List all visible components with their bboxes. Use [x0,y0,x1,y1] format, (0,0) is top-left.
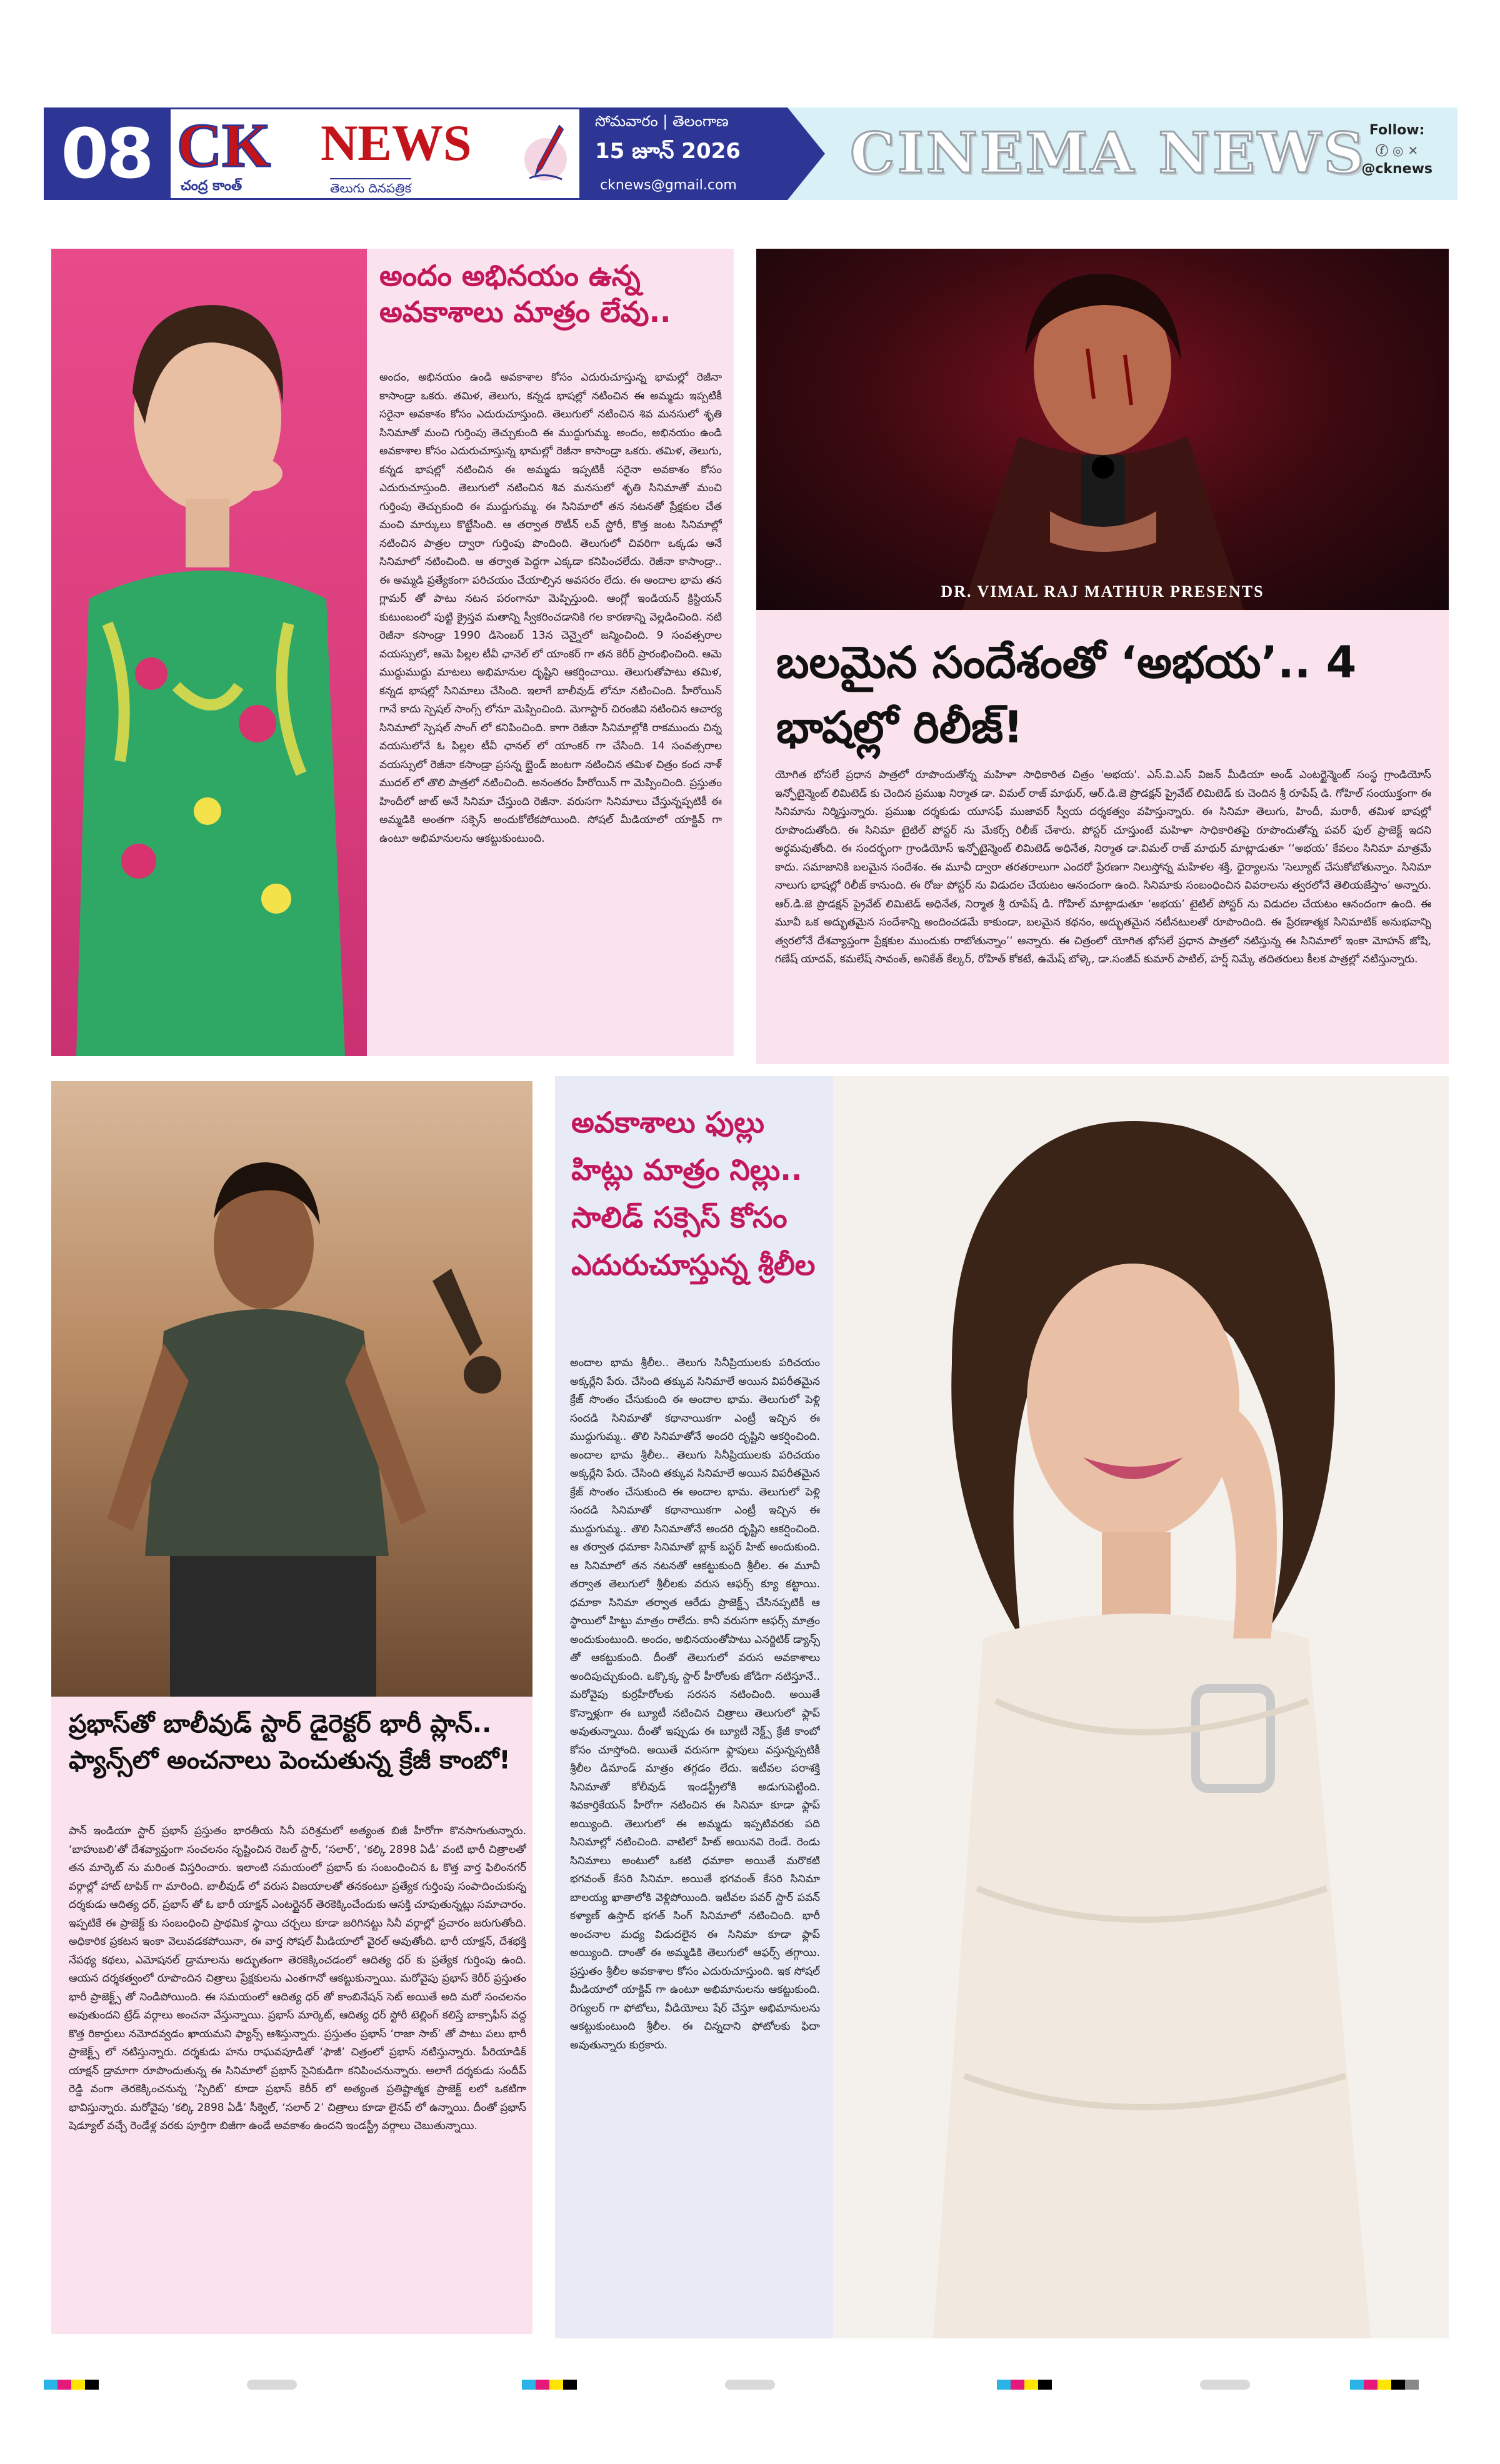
sreeleela-headline: అవకాశాలు ఫుల్లు హిట్లు మాత్రం నిల్లు.. సాలిడ్ సక్సెస్ కోసం ఎదురుచూస్తున్న శ్రీలీల [571,1105,816,1282]
sreeleela-text-column [555,1076,833,2338]
follow-block [1361,122,1432,177]
registration-pill [725,2380,775,2390]
issue-date: 15 జూన్ 2026 [595,139,741,164]
logo-ck-text: CK [177,111,271,180]
page-number: 08 [44,107,169,200]
prabhas-headline: ప్రభాస్‌తో బాలీవుడ్ స్టార్ డైరెక్టర్ భారీ ప్లాన్.. ఫ్యాన్స్‌లో అంచనాలు పెంచుతున్న క్రేజీ కాంబో! [69,1710,511,1775]
social-icons[interactable] [1361,141,1432,159]
day-place: సోమవారం | తెలంగాణ [595,112,729,130]
social-handle[interactable]: @cknews [1361,161,1432,177]
sreeleela-body: అందాల భామ శ్రీలీల.. తెలుగు సినీప్రియులకు పరిచయం అక్కర్లేని పేరు. చేసింది తక్కువ సినిమాలే అయిన విపరీతమైన క్రేజ్ సొంతం చేసుకుంది ఈ అందాల భామ. తెలుగులో పెళ్లి సందడి సినిమాతో కథానాయికగా ఎంట్రీ ఇచ్చిన ఈ ముద్దుగుమ్మ.. తొలి సినిమాతోనే అందరి దృష్టిని ఆకర్షించింది. అందాల భామ శ్రీలీల.. తెలుగు సినీప్రియులకు పరిచయం అక్కర్లేని పేరు. చేసింది తక్కువ సినిమాలే అయిన విపరీతమైన క్రేజ్ సొంతం చేసుకుంది ఈ అందాల భామ. తెలుగులో పెళ్లి సందడి సినిమాతో కథానాయికగా ఎంట్రీ ఇచ్చిన ఈ ముద్దుగుమ్మ.. తొలి సినిమాతోనే అందరి దృష్టిని ఆకర్షించింది. ఆ తర్వాత ధమాకా సినిమాతో బ్లాక్ బస్టర్ హిట్ అందుకుంది. ఆ సినిమాలో తన నటనతో ఆకట్టుకుంది శ్రీలీల. ఈ మూవీ తర్వాత తెలుగులో శ్రీలీలకు వరుస ఆఫర్స్ క్యూ కట్టాయి. ధమాకా సినిమా తర్వాత ఆరేడు ప్రాజెక్ట్స్ చేసినప్పటికీ ఆ స్థాయిలో హిట్టు మాత్రం రాలేదు. కానీ వరుసగా ఆఫర్స్ మాత్రం అందుకుంటుంది. అందం, అభినయంతోపాటు ఎనర్జిటిక్ డ్యాన్స్ తో ఆకట్టుకుంది. దీంతో తెలుగులో వరుస అవకాశాలు అందిపుచ్చుకుంది. ఒక్కొక్క స్టార్ హీరోలకు జోడిగా నటిస్తూనే.. మరోవైపు కుర్రహీరోలకు సరసన నటించింది. అయితే కొన్నాళ్లుగా ఈ బ్యూటీ నటించిన చిత్రాలు తెలుగులో ఫ్లాప్ అవుతున్నాయి. దీంతో ఇప్పుడు ఈ బ్యూటీ నెక్ట్స్ క్రేజీ కాంబో కోసం చూస్తోంది. అయితే వరుసగా ఫ్లాపులు వస్తున్నప్పటికీ శ్రీలీల డిమాండ్ మాత్రం తగ్గడం లేదు. ఇటీవల పరాశక్తి సినిమాతో కోలీవుడ్ ఇండస్ట్రీలోకి అడుగుపెట్టింది. శివకార్తికేయన్ హీరోగా నటించిన ఈ సినిమా కూడా ఫ్లాప్ అయ్యింది. తెలుగులో ఈ అమ్మడు ఇప్పటివరకు పది సినిమాల్లో నటించింది. వాటిలో హిట్ అయినవి రెండే. రెండు సినిమాలు అంటులో ఒకటి ధమాకా అయితే మరొకటి భగవంత్ కేసరి సినిమా. అయితే భగవంత్ కేసరి సినిమా బాలయ్య ఖాతాలోకి వెళ్లిపోయింది. ఇటీవల పవర్ స్టార్ పవన్ కళ్యాణ్ ఉస్తాద్ భగత్ సింగ్ సినిమాలో నటించింది. భారీ అంచనాల మధ్య విడుదలైన ఈ సినిమా కూడా ఫ్లాప్ అయ్యింది. దాంతో ఈ అమ్మడికి తెలుగులో ఆఫర్స్ తగ్గాయి. ప్రస్తుతం శ్రీలీల అవకాశాల కోసం ఎదురుచూస్తుంది. ఇక సోషల్ మీడియాలో యాక్టివ్ గా ఉంటూ అభిమానులను ఆకట్టుకుంది. రెగ్యులర్ గా ఫోటోలు, వీడియోలు షేర్ చేస్తూ అభిమానులను ఆకట్టుకుంటుంది శ్రీలీల. ఈ చిన్నదాని ఫోటోలకు ఫిదా అవుతున్నారు కుర్రకారు. [570,1357,820,2052]
color-registration-mark [522,2380,577,2390]
date-block [581,107,788,200]
logo-subtitle: చంద్ర కాంత్ [181,178,242,194]
registration-pill [1200,2380,1250,2390]
abhaya-poster [756,249,1449,610]
twitter-icon[interactable]: ✕ [1408,143,1419,158]
abhaya-body: యోగిత భోసలే ప్రధాన పాత్రలో రూపొందుతోన్న మహిళా సాధికారిత చిత్రం 'అభయ'. ఎస్.వి.ఎస్ విజన్ మీడియా అండ్ ఎంటర్టైన్మెంట్ సంస్థ గ్రాండియోస్ ఇన్ఫోటైన్మెంట్ లిమిటెడ్ కు చెందిన ప్రముఖ నిర్మాత డా. విమల్ రాజ్ మాథుర్, ఆర్.డి.జె ప్రొడక్షన్ ప్రైవేట్ లిమిటెడ్ కు చెందిన శ్రీ రూపేష్ డి. గోహిల్ సంయుక్తంగా ఈ సినిమాను నిర్మిస్తున్నారు. ప్రముఖ దర్శకుడు యూసఫ్ ముజావర్ స్వీయ దర్శకత్వం వహిస్తున్నారు. ఈ సినిమా తెలుగు, హిందీ, మరాఠీ, తమిళ భాషల్లో రూపొందుతోంది. ఈ సినిమా టైటిల్ పోస్టర్ ను మేకర్స్ రిలీజ్ చేశారు. పోస్టర్ చూస్తుంటే మహిళా సాధికారితపై రూపొందుతోన్న పవర్ ఫుల్ ప్రాజెక్ట్ ఇదని అర్థమవుతోంది. ఈ సందర్భంగా గ్రాండియోస్ ఇన్ఫోటైన్మెంట్ లిమిటెడ్ అధినేత, నిర్మాత డా.విమల్ రాజ్ మాథుర్ మాట్లాడుతూ ‘‘అభయ’ కేవలం సినిమా మాత్రమే కాదు. సమాజానికి బలమైన సందేశం. ఈ మూవీ ద్వారా తరతరాలుగా ఎందరో ప్రేరణగా నిలుస్తోన్న మహిళల శక్తి, ధైర్యాలను 'సెల్యూట్ చేసుకోబోతున్నాం. సినిమా నాలుగు భాషల్లో రిలీజ్ కానుంది. ఈ రోజు పోస్టర్ ను విడుదల చేయటం ఆనందంగా ఉంది. సినిమాకు సంబంధించిన వివరాలను త్వరలోనే తెలియజేస్తాం’ అన్నారు. ఆర్.డి.జె ప్రొడక్షన్ ప్రైవేట్ లిమిటెడ్ అధినేత, నిర్మాత శ్రీ రూపేష్ డి. గోహిల్ మాట్లాడుతూ ‘అభయ’ టైటిల్ పోస్టర్ ను విడుదల చేయటం ఆనందంగా ఉంది. ఈ మూవీ ఒక అద్భుతమైన సందేశాన్ని అందించడమే కాకుండా, బలమైన కథనం, అద్భుతమైన నటీనటులతో రూపొందింది. ఈ ప్రేరణాత్మక సినిమాటిక్ అనుభవాన్ని త్వరలోనే దేశవ్యాప్తంగా ప్రేక్షకుల ముందుకు రాబోతున్నాం’’ అన్నారు. ఈ చిత్రంలో యోగిత భోసలే ప్రధాన పాత్రలో నటిస్తున్న ఈ సినిమాలో ఇంకా మోహన్ జోషి, గణేష్ యాదవ్, కమలేష్ సావంత్, అనికేత్ కేల్కర్, రోహిత్ కోకటే, ఉమేష్ బోళ్కె, డా.సంజీవ్ కుమార్ పాటిల్, హర్ష్ నిమ్కే తదితరులు కీలక పాత్రల్లో నటిస్తున్నారు. [775,769,1431,965]
sreeleela-photo [833,1076,1449,2338]
color-registration-mark [997,2380,1052,2390]
prabhas-photo [51,1081,532,1697]
regina-photo [51,249,367,1056]
masthead [44,107,1458,200]
registration-pill [247,2380,297,2390]
article-abhaya [756,249,1449,1064]
color-registration-mark [1350,2380,1419,2390]
newspaper-logo [169,107,581,200]
regina-body: అందం, అభినయం ఉండి అవకాశాల కోసం ఎదురుచూస్తున్న భామల్లో రెజీనా కాసాండ్రా ఒకరు. తమిళ, తెలుగు, కన్నడ భాషల్లో నటించిన ఈ అమ్మడు ఇప్పటికీ సరైనా అవకాశం కోసం ఎదురుచూస్తుంది. తెలుగులో నటించిన శివ మనసులో శృతి సినిమాతో మంచి గుర్తింపు తెచ్చుకుంది ఈ ముద్దుగుమ్మ. అందం, అభినయం ఉండి అవకాశాల కోసం ఎదురుచూస్తున్న భామల్లో రెజీనా కాసాండ్రా ఒకరు. తమిళ, తెలుగు, కన్నడ భాషల్లో నటించిన ఈ అమ్మడు ఇప్పటికీ సరైనా అవకాశం కోసం ఎదురుచూస్తుంది. తెలుగులో నటించిన శివ మనసులో శృతి సినిమాతో మంచి గుర్తింపు తెచ్చుకుంది ఈ ముద్దుగుమ్మ. ఈ సినిమాలో తన నటనతో ప్రేక్షకుల చేత మంచి మార్కులు కొట్టేసింది. ఆ తర్వాత రొటీన్ లవ్ స్టోరీ, కొత్త జంట సినిమాల్లో నటించిన పాత్రల ద్వారా గుర్తింపు పొందింది. తెలుగులో చివరిగా ఒక్కడు ఆనే సినిమాలో నటించింది. ఆ తర్వాత పెద్దగా ఎక్కడా కనిపించలేదు. రెజీనా కాసాండ్రా.. ఈ అమ్మడి ప్రత్యేకంగా పరిచయం చేయాల్సిన అవసరం లేదు. ఈ అందాల భామ తన గ్లామర్ తో పాటు నటన పరంగానూ మెప్పిస్తుంది. ఆంగ్లో ఇండియన్ క్రిస్టియన్ కుటుంబంలో పుట్టి క్రైస్తవ మతాన్ని స్వీకరించడానికి గల కారణాన్ని వెల్లడించింది. నటి రెజీనా కసాండ్రా 1990 డిసెంబర్ 13న చెన్నైలో జన్మించింది. 9 సంవత్సరాల వయస్సులో, ఆమె పిల్లల టీవీ ఛానెల్ లో యాంకర్ గా తన కెరీర్ ప్రారంభించింది. ఆమె ముద్దుముద్దు మాటలు అభిమానుల దృష్టిని ఆకర్షించాయి. తెలుగుతోపాటు తమిళ, కన్నడ భాషల్లో సినిమాలు చేసింది. ఇలాగే బాలీవుడ్ లోనూ నటించింది. హీరోయిన్ గానే కాదు స్పెషల్ సాంగ్స్ లోనూ మెప్పించింది. మెగాస్టార్ చిరంజీవి నటించిన ఆచార్య సినిమాలో స్పెషల్ సాంగ్ లో కనిపించింది. కాగా రెజీనా సినిమాల్లోకి రాకముందు చిన్న వయసులోనే ఓ పిల్లల టీవీ ఛానల్ లో యాంకర్ గా చేసింది. 14 సంవత్సరాల వయస్సులో రెజీనా కసాండ్రా ప్రసన్న బ్లైండ్ జంటగా నటించిన తమిళ చిత్రం కంద నాళ్ ముదల్ లో తొలి పాత్రలో నటించింది. అనంతరం హీరోయిన్ గా మెప్పించింది. ప్రస్తుతం హిందీలో జాట్ అనే సినిమా చేస్తుంది రెజీనా. వరుసగా సినిమాలు చేస్తున్నప్పటికీ ఈ అమ్మడికి అంతగా సక్సెస్ అందుకోలేకపోయింది. సోషల్ మీడియాలో యాక్టివ్ గా ఉంటూ అభిమానులను ఆకట్టుకుంటుంది. [379,371,722,845]
article-prabhas [51,1081,532,2334]
prabhas-body: పాన్ ఇండియా స్టార్ ప్రభాస్ ప్రస్తుతం భారతీయ సినీ పరిశ్రమలో అత్యంత బిజీ హీరోగా కొనసాగుతున్నారు. ‘బాహుబలి’తో దేశవ్యాప్తంగా సంచలనం సృష్టించిన రెబల్ స్టార్, ‘సలార్’, ‘కల్కి 2898 ఏడీ’ వంటి భారీ చిత్రాలతో తన మార్కెట్ ను మరింత విస్తరించారు. ఇలాంటి సమయంలో ప్రభాస్ కు సంబంధించిన ఓ కొత్త వార్త ఫిలింనగర్ వర్గాల్లో హాట్ టాపిక్ గా మారింది. బాలీవుడ్ లో వరుస విజయాలతో తనకంటూ ప్రత్యేక గుర్తింపు సంపాదించుకున్న దర్శకుడు ఆదిత్య ధర్, ప్రభాస్ తో ఓ భారీ యాక్షన్ ఎంటర్టైనర్ తెరకెక్కించేందుకు ఆసక్తి చూపుతున్నట్లు సమాచారం. ఇప్పటికే ఈ ప్రాజెక్ట్ కు సంబంధించి ప్రాథమిక స్థాయి చర్చలు కూడా జరిగినట్టు సినీ వర్గాల్లో ప్రచారం జరుగుతోంది. అధికారిక ప్రకటన ఇంకా వెలువడకపోయినా, ఈ వార్త సోషల్ మీడియాలో వైరల్ అవుతోంది. భారీ యాక్షన్, దేశభక్తి నేపథ్య కథలు, ఎమోషనల్ డ్రామాలను అద్భుతంగా తెరకెక్కించడంలో ఆదిత్య ధర్ కు ప్రత్యేక గుర్తింపు ఉంది. ఆయన దర్శకత్వంలో రూపొందిన చిత్రాలు ప్రేక్షకులను ఎంతగానో ఆకట్టుకున్నాయి. మరోవైపు ప్రభాస్ కెరీర్ ప్రస్తుతం భారీ ప్రాజెక్ట్స్ తో నిండిపోయింది. ఈ సమయంలో ఆదిత్య ధర్ తో కాంబినేషన్ సెట్ అయితే అది మరో సంచలనం అవుతుందని ట్రేడ్ వర్గాలు అంచనా వేస్తున్నాయి. ప్రభాస్ మార్కెట్, ఆదిత్య ధర్ స్టోరీ టెల్లింగ్ కలిస్తే బాక్సాఫీస్ వద్ద కొత్త రికార్డులు నమోదవ్వడం ఖాయమని ఫ్యాన్స్ ఆశిస్తున్నారు. ప్రస్తుతం ప్రభాస్ ‘రాజా సాబ్’ తో పాటు పలు భారీ ప్రాజెక్ట్స్ లో నటిస్తున్నారు. దర్శకుడు హను రాఘవపూడితో ‘ఫౌజీ’ చిత్రంలో ప్రభాస్ నటిస్తున్నారు. పీరియాడిక్ యాక్షన్ డ్రామాగా రూపొందుతున్న ఈ సినిమాలో ప్రభాస్ సైనికుడిగా కనిపించనున్నారు. అలాగే దర్శకుడు సందీప్ రెడ్డి వంగా తెరకెక్కించనున్న ‘స్పిరిట్’ కూడా ప్రభాస్ కెరీర్ లో అత్యంత ప్రతిష్టాత్మక ప్రాజెక్ట్ లలో ఒకటిగా భావిస్తున్నారు. మరోవైపు ‘కల్కి 2898 ఏడీ’ సీక్వెల్, ‘సలార్ 2’ చిత్రాలు కూడా లైనప్ లో ఉన్నాయి. దీంతో ప్రభాస్ షెడ్యూల్ వచ్చే రెండేళ్ల వరకు పూర్తిగా బిజీగా ఉండే అవకాశం ఉందని ఇండస్ట్రీ వర్గాలు చెబుతున్నాయి. [69,1825,526,2132]
abhaya-headline: బలమైన సందేశంతో ‘అభయ’.. 4 భాషల్లో రిలీజ్! [776,637,1357,753]
article-sreeleela [555,1076,1449,2338]
instagram-icon[interactable]: ◎ [1392,143,1404,158]
logo-news-text: NEWS [321,114,472,171]
poster-credit: DR. VIMAL RAJ MATHUR PRESENTS [941,582,1264,601]
color-registration-mark [44,2380,99,2390]
quill-pen-icon [521,122,571,184]
article-regina [51,249,734,1056]
follow-label: Follow: [1369,122,1425,138]
contact-email[interactable]: cknews@gmail.com [600,177,737,193]
facebook-icon[interactable]: ⓕ [1376,143,1389,158]
section-title: CINEMA NEWS [850,120,1367,186]
logo-tagline: తెలుగు దినపత్రిక [330,178,411,199]
regina-headline: అందం అభినయం ఉన్న అవకాశాలు మాత్రం లేవు.. [379,259,671,329]
